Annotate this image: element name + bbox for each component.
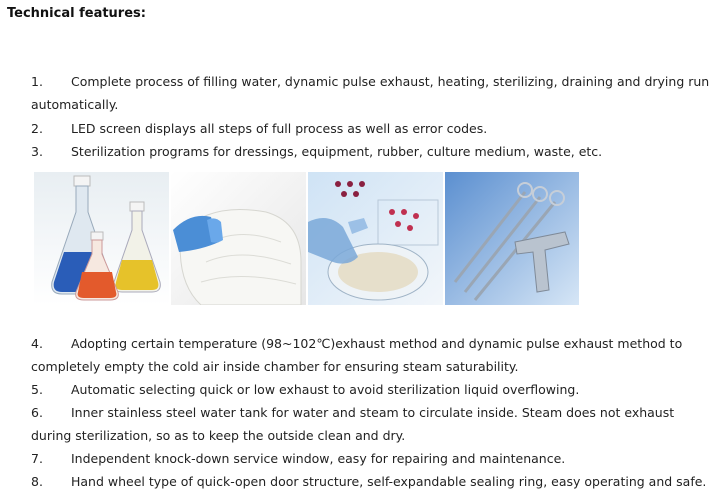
lab-flasks-photo <box>34 172 169 305</box>
item-text: Automatic selecting quick or low exhaust to avoid sterilization liquid overflowing. <box>71 382 580 397</box>
item-number: 7. <box>31 451 43 466</box>
item-number: 3. <box>31 144 43 159</box>
item-text: Adopting certain temperature (98~102℃)exhaust method and dynamic pulse exhaust method to <box>71 336 683 351</box>
section-heading: Technical features: <box>7 6 146 21</box>
item-number: 5. <box>31 382 43 397</box>
item-text: Hand wheel type of quick-open door structure, self-expandable sealing ring, easy operating and safe. <box>71 474 707 489</box>
item-number: 8. <box>31 474 43 489</box>
image-strip <box>34 172 579 305</box>
list-item-7 <box>31 447 721 470</box>
list-item-1 <box>31 70 721 116</box>
list-item-4 <box>31 332 721 378</box>
item-text: Sterilization programs for dressings, equipment, rubber, culture medium, waste, etc. <box>71 144 603 159</box>
item-number: 6. <box>31 405 43 420</box>
item-text: Inner stainless steel water tank for water and steam to circulate inside. Steam does not exhaust <box>71 405 675 420</box>
item-text-continued: during sterilization, so as to keep the outside clean and dry. <box>31 428 406 443</box>
item-text-continued: completely empty the cold air inside chamber for ensuring steam saturability. <box>31 359 519 374</box>
item-number: 1. <box>31 74 43 89</box>
list-item-5 <box>31 378 721 401</box>
item-text: Independent knock-down service window, easy for repairing and maintenance. <box>71 451 566 466</box>
list-item-8 <box>31 470 721 493</box>
list-item-2 <box>31 117 721 140</box>
item-text: LED screen displays all steps of full process as well as error codes. <box>71 121 488 136</box>
culture-dish-photo <box>308 172 443 305</box>
list-item-3 <box>31 140 721 163</box>
surgical-instruments-photo <box>445 172 579 305</box>
item-number: 2. <box>31 121 43 136</box>
item-number: 4. <box>31 336 43 351</box>
item-text-continued: automatically. <box>31 97 119 112</box>
item-text: Complete process of filling water, dynamic pulse exhaust, heating, sterilizing, draining and drying run <box>71 74 710 89</box>
list-item-6 <box>31 401 721 447</box>
gauze-dressing-photo <box>171 172 306 305</box>
